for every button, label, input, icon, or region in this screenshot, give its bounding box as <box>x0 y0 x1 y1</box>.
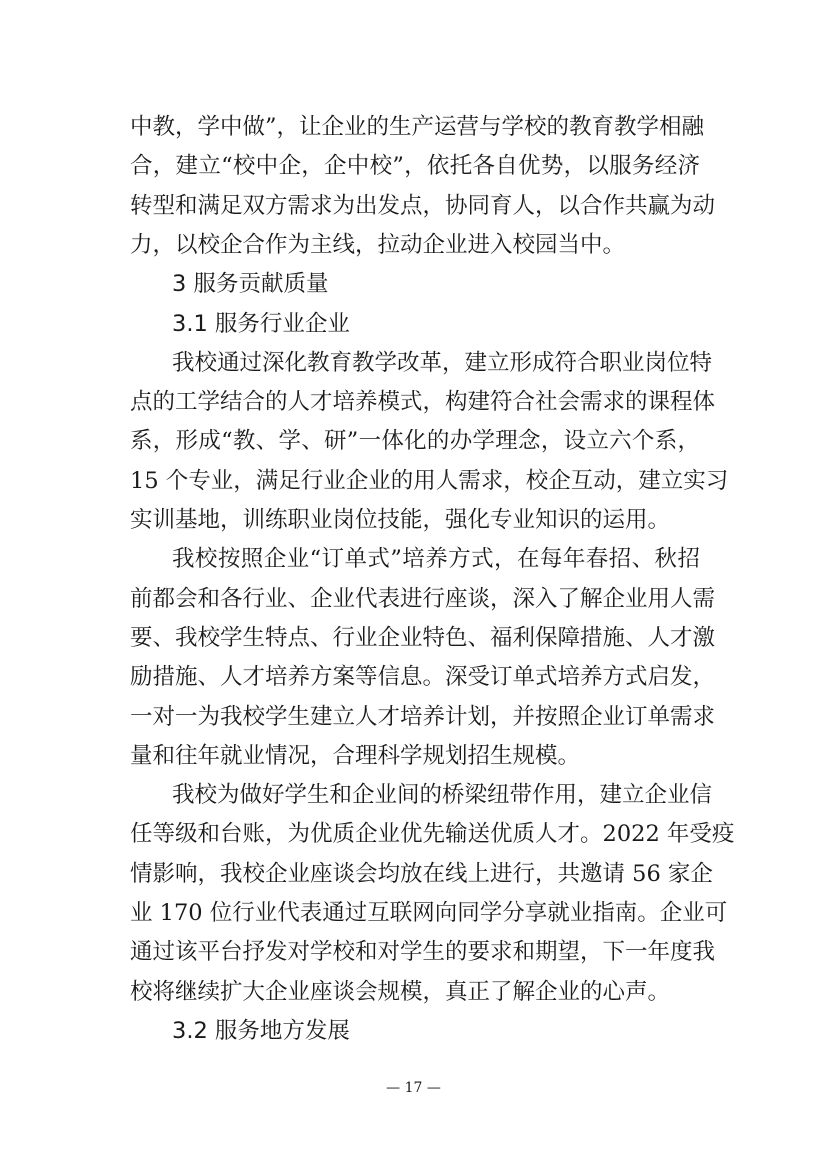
paragraph-line: 校将继续扩大企业座谈会规模，真正了解企业的心声。 <box>130 979 671 1005</box>
section-heading-3-1: 3.1 服务行业企业 <box>172 311 350 337</box>
paragraph-line: 量和往年就业情况，合理科学规划招生规模。 <box>130 743 581 769</box>
paragraph-line: 一对一为我校学生建立人才培养计划，并按照企业订单需求 <box>130 704 716 730</box>
paragraph-line: 要、我校学生特点、行业企业特色、福利保障措施、人才激 <box>130 625 716 651</box>
paragraph-line: 前都会和各行业、企业代表进行座谈，深入了解企业用人需 <box>130 586 716 612</box>
paragraph-line: 我校为做好学生和企业间的桥梁纽带作用，建立企业信 <box>172 782 713 808</box>
section-heading-3-2: 3.2 服务地方发展 <box>172 1018 350 1044</box>
page-number: — 17 — <box>386 1080 441 1096</box>
section-heading-3: 3 服务贡献质量 <box>172 271 329 297</box>
paragraph-line: 励措施、人才培养方案等信息。深受订单式培养方式启发， <box>130 664 716 690</box>
paragraph-line: 合，建立“校中企，企中校”，依托各自优势，以服务经济 <box>130 153 700 179</box>
paragraph-line: 通过该平台抒发对学校和对学生的要求和期望，下一年度我 <box>130 939 716 965</box>
paragraph-line: 转型和满足双方需求为出发点，协同育人，以合作共赢为动 <box>130 193 716 219</box>
paragraph-line: 情影响，我校企业座谈会均放在线上进行，共邀请 56 家企 <box>130 861 713 887</box>
paragraph-line: 任等级和台账，为优质企业优先输送优质人才。2022 年受疫 <box>130 821 735 847</box>
paragraph-line: 点的工学结合的人才培养模式，构建符合社会需求的课程体 <box>130 389 716 415</box>
paragraph-line: 中教，学中做”，让企业的生产运营与学校的教育教学相融 <box>130 114 705 140</box>
paragraph-line: 实训基地，训练职业岗位技能，强化专业知识的运用。 <box>130 507 671 533</box>
paragraph-line: 系，形成“教、学、研”一体化的办学理念，设立六个系， <box>130 428 700 454</box>
paragraph-line: 15 个专业，满足行业企业的用人需求，校企互动，建立实习 <box>130 468 729 494</box>
paragraph-line: 业 170 位行业代表通过互联网向同学分享就业指南。企业可 <box>130 900 728 926</box>
paragraph-line: 我校按照企业“订单式”培养方式，在每年春招、秋招 <box>172 546 700 572</box>
paragraph-line: 我校通过深化教育教学改革，建立形成符合职业岗位特 <box>172 350 713 376</box>
paragraph-line: 力，以校企合作为主线，拉动企业进入校园当中。 <box>130 232 626 258</box>
